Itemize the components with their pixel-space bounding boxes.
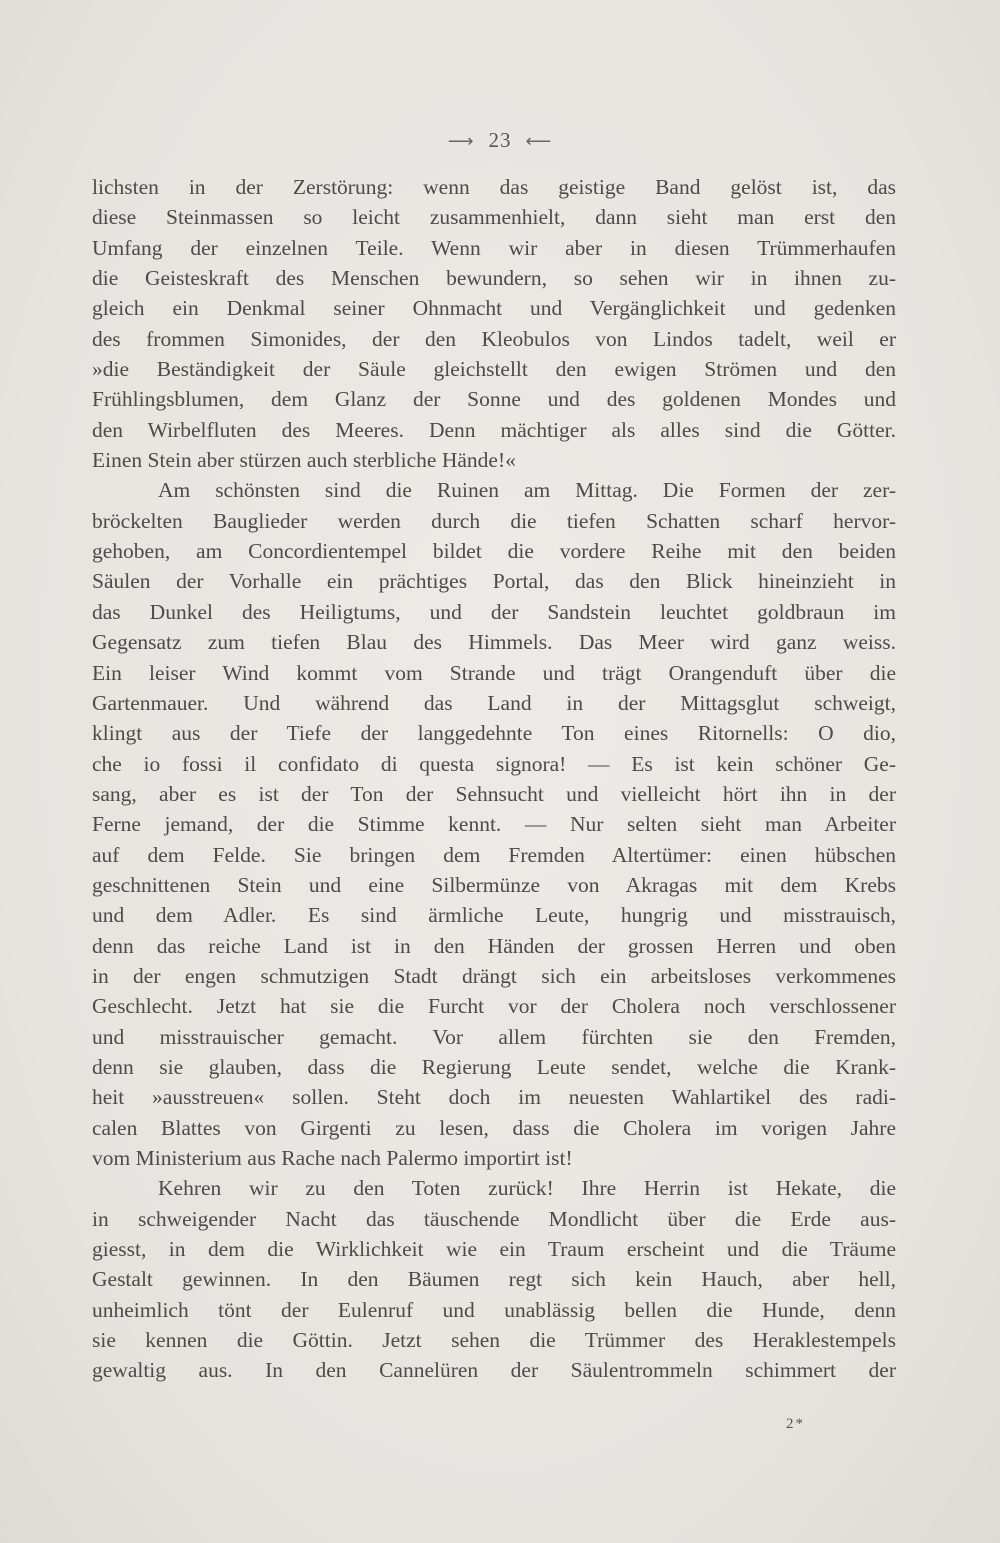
text-line: sie kennen die Göttin. Jetzt sehen die Trümmer des Heraklestempels	[92, 1328, 896, 1353]
text-line: Gartenmauer. Und während das Land in der Mittagsglut schweigt,	[92, 690, 896, 715]
text-line: und dem Adler. Es sind ärmliche Leute, hungrig und misstrauisch,	[92, 903, 896, 928]
text-line: Gestalt gewinnen. In den Bäumen regt sich kein Hauch, aber hell,	[92, 1267, 896, 1292]
text-line: Frühlingsblumen, dem Glanz der Sonne und des goldenen Mondes und	[92, 387, 896, 412]
text-line: geschnittenen Stein und eine Silbermünze von Akragas mit dem Krebs	[92, 872, 896, 897]
left-arrow-ornament-icon: ⟶	[447, 131, 475, 151]
text-line: Gegensatz zum tiefen Blau des Himmels. Das Meer wird ganz weiss.	[92, 630, 896, 655]
text-line: und misstrauischer gemacht. Vor allem fürchten sie den Fremden,	[92, 1024, 896, 1049]
text-line: gehoben, am Concordientempel bildet die vordere Reihe mit den beiden	[92, 539, 896, 564]
right-arrow-ornament-icon: ⟵	[525, 131, 553, 151]
signature-mark: 2*	[786, 1416, 805, 1432]
text-line: denn das reiche Land ist in den Händen der grossen Herren und oben	[92, 933, 896, 958]
page-number: 23	[488, 128, 512, 152]
text-line: lichsten in der Zerstörung: wenn das geistige Band gelöst ist, das	[92, 175, 896, 199]
text-line: in der engen schmutzigen Stadt drängt sich ein arbeitsloses verkommenes	[92, 963, 896, 988]
text-line: Umfang der einzelnen Teile. Wenn wir aber in diesen Trümmerhaufen	[92, 235, 896, 260]
text-line: Einen Stein aber stürzen auch sterbliche Hände!«	[92, 448, 516, 473]
text-line: das Dunkel des Heiligtums, und der Sandstein leuchtet goldbraun im	[92, 599, 896, 624]
text-line: Ferne jemand, der die Stimme kennt. — Nur selten sieht man Arbeiter	[92, 812, 896, 837]
text-line: bröckelten Bauglieder werden durch die tiefen Schatten scharf hervor-	[92, 508, 896, 533]
text-line: Ein leiser Wind kommt vom Strande und trägt Orangenduft über die	[92, 660, 896, 685]
paragraph-first-line: Am schönsten sind die Ruinen am Mittag. Die Formen der zer-	[158, 478, 896, 503]
text-line: diese Steinmassen so leicht zusammenhielt, dann sieht man erst den	[92, 205, 896, 230]
text-line: klingt aus der Tiefe der langgedehnte Ton eines Ritornells: O dio,	[92, 721, 896, 746]
text-line: che io fossi il confidato di questa signora! — Es ist kein schöner Ge-	[92, 751, 896, 776]
text-line: sang, aber es ist der Ton der Sehnsucht und vielleicht hört ihn in der	[92, 781, 896, 806]
text-line: calen Blattes von Girgenti zu lesen, dass die Cholera im vorigen Jahre	[92, 1115, 896, 1140]
body-text	[92, 172, 896, 1386]
text-line: in schweigender Nacht das täuschende Mondlicht über die Erde aus-	[92, 1206, 896, 1231]
text-line: Säulen der Vorhalle ein prächtiges Portal, das den Blick hineinzieht in	[92, 569, 896, 594]
text-line: den Wirbelfluten des Meeres. Denn mächtiger als alles sind die Götter.	[92, 417, 896, 442]
text-line: giesst, in dem die Wirklichkeit wie ein Traum erscheint und die Träume	[92, 1237, 896, 1262]
text-line: vom Ministerium aus Rache nach Palermo importirt ist!	[92, 1146, 573, 1170]
paragraph-first-line: Kehren wir zu den Toten zurück! Ihre Herrin ist Hekate, die	[158, 1176, 896, 1201]
text-line: gewaltig aus. In den Cannelüren der Säulentrommeln schimmert der	[92, 1358, 896, 1383]
text-line: denn sie glauben, dass die Regierung Leute sendet, welche die Krank-	[92, 1054, 896, 1079]
text-line: gleich ein Denkmal seiner Ohnmacht und Vergänglichkeit und gedenken	[92, 296, 896, 321]
text-line: »die Beständigkeit der Säule gleichstellt den ewigen Strömen und den	[92, 357, 896, 382]
page-header	[0, 128, 1000, 153]
text-line: die Geisteskraft des Menschen bewundern, so sehen wir in ihnen zu-	[92, 266, 896, 291]
text-line: des frommen Simonides, der den Kleobulos von Lindos tadelt, weil er	[92, 326, 896, 351]
text-line: heit »ausstreuen« sollen. Steht doch im neuesten Wahlartikel des radi-	[92, 1085, 896, 1110]
text-line: Geschlecht. Jetzt hat sie die Furcht vor der Cholera noch verschlossener	[92, 994, 896, 1019]
text-line: unheimlich tönt der Eulenruf und unablässig bellen die Hunde, denn	[92, 1297, 896, 1322]
text-line: auf dem Felde. Sie bringen dem Fremden Altertümer: einen hübschen	[92, 842, 896, 867]
